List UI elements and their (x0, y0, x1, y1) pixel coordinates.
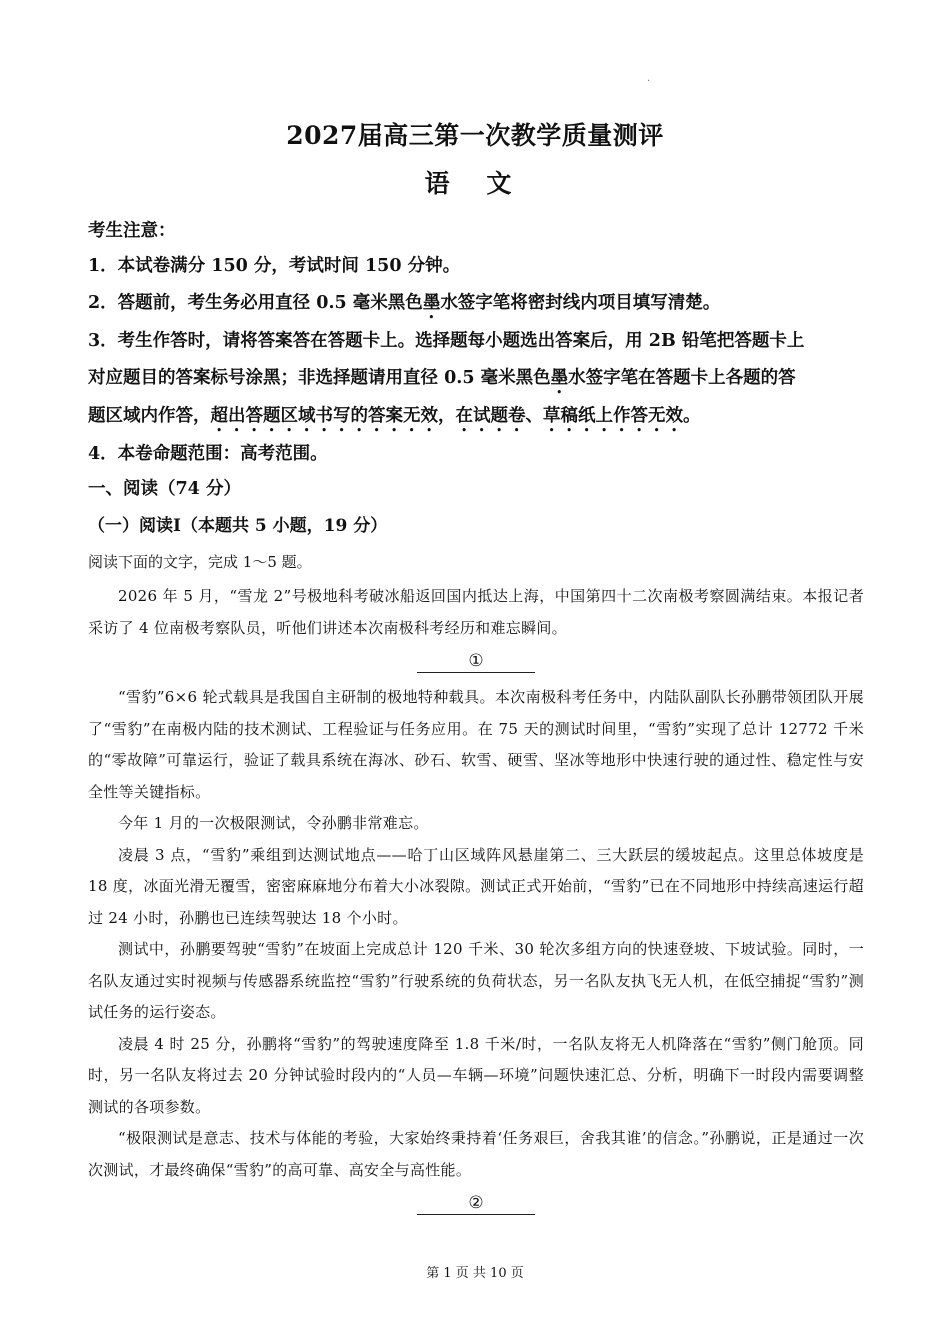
section-title: 一、阅读（74 分） (88, 479, 241, 499)
article-paragraph: 今年 1 月的一次极限测试，令孙鹏非常难忘。 (118, 814, 429, 832)
notice-heading: 考生注意： (88, 221, 176, 241)
notice-item-2 (88, 285, 864, 323)
notice-emphasis-draft-invalid: 在试题卷、草稿纸上作答无效 (455, 406, 683, 426)
notice-item-3-period: 。 (683, 406, 701, 426)
notice-item-3-text-end: 水签字笔在答题卡上各题的答 (568, 368, 796, 388)
notice-emphasis-answer-invalid: 超出答题区域书写的答案无效 (210, 406, 438, 426)
subject-title: 语 文 (424, 169, 526, 198)
exam-title: 2027届高三第一次教学质量测评 (286, 121, 664, 150)
notice-item-3-line3-start: 题区域内作答， (88, 406, 211, 426)
notice-item-2-text-end: 水签字笔将密封线内项目填写清楚。 (440, 293, 721, 313)
part-divider-2 (88, 1192, 864, 1216)
notice-item-3-line-1: 3．考生作答时，请将答案答在答题卡上。选择题每小题选出答案后，用 2B 铅笔把答题卡上 (88, 331, 805, 351)
article-paragraph: “雪豹”6×6 轮式载具是我国自主研制的极地特种载具。本次南极科考任务中，内陆队副队长孙鹏带领团队开展了“雪豹”在南极内陆的技术测试、工程验证与任务应用。在 75 天的测试时间里，“雪豹”实现了总计 12772 千米的“零故障”可靠运行，验证了载具系统在海冰、砂石、软雪、硬雪、坚冰等地形中快速行驶的通过性、稳定性与安全性等关键指标。 (88, 688, 864, 801)
section-instruction: 阅读下面的文字，完成 1～5 题。 (88, 553, 312, 571)
notice-item-2-emphasis: 墨 (422, 293, 441, 313)
article-paragraph: “极限测试是意志、技术与体能的考验，大家始终秉持着‘任务艰巨，舍我其谁’的信念。”孙鹏说，正是通过一次次测试，才最终确保“雪豹”的高可靠、高安全与高性能。 (88, 1129, 864, 1179)
page-footer: 第 1 页 共 10 页 (426, 1266, 524, 1281)
notice-item-3-line-2 (88, 360, 864, 398)
scan-dot: · (647, 76, 651, 87)
article-paragraph: 测试中，孙鹏要驾驶“雪豹”在坡面上完成总计 120 千米、30 轮次多组方向的快速登坡、下坡试验。同时，一名队友通过实时视频与传感器系统监控“雪豹”行驶系统的负荷状态，另一名队友执飞无人机，在低空捕捉“雪豹”测试任务的运行姿态。 (88, 940, 864, 1021)
notice-item-2-text: 2．答题前，考生务必用直径 0.5 毫米黑色 (88, 293, 423, 313)
article-lead: 2026 年 5 月，“雪龙 2”号极地科考破冰船返回国内抵达上海，中国第四十二次南极考察圆满结束。本报记者采访了 4 位南极考察队员，听他们讲述本次南极科考经历和难忘瞬间。 (88, 587, 864, 637)
notice-item-4: 4．本卷命题范围：高考范围。 (88, 444, 328, 464)
content-area (88, 216, 864, 1224)
notice-item-1: 1．本试卷满分 150 分，考试时间 150 分钟。 (88, 256, 461, 276)
notice-item-3-comma: ， (438, 406, 456, 426)
article-paragraph: 凌晨 4 时 25 分，孙鹏将“雪豹”的驾驶速度降至 1.8 千米/时，一名队友将无人机降落在“雪豹”侧门舱顶。同时，另一名队友将过去 20 分钟试验时段内的“人员—车辆—环境”问题快速汇总、分析，明确下一时段内需要调整测试的各项参数。 (88, 1034, 864, 1116)
part-marker-1: ① (417, 650, 535, 673)
part-marker-2: ② (417, 1192, 535, 1215)
part-divider-1 (88, 650, 864, 674)
article-paragraph: 凌晨 3 点，“雪豹”乘组到达测试地点——哈丁山区域阵风悬崖第二、三大跃层的缓坡起点。这里总体坡度是 18 度，冰面光滑无覆雪，密密麻麻地分布着大小冰裂隙。测试正式开始前，“雪豹”已在不同地形中持续高速运行超过 24 小时，孙鹏也已连续驾驶达 18 个小时。 (88, 845, 864, 927)
notice-item-3-emphasis: 墨 (550, 368, 569, 388)
notice-item-3-line-3 (88, 398, 864, 436)
section-subtitle: （一）阅读I（本题共 5 小题，19 分） (88, 516, 388, 536)
notice-item-3-text: 对应题目的答案标号涂黑；非选择题请用直径 0.5 毫米黑色 (88, 368, 551, 388)
